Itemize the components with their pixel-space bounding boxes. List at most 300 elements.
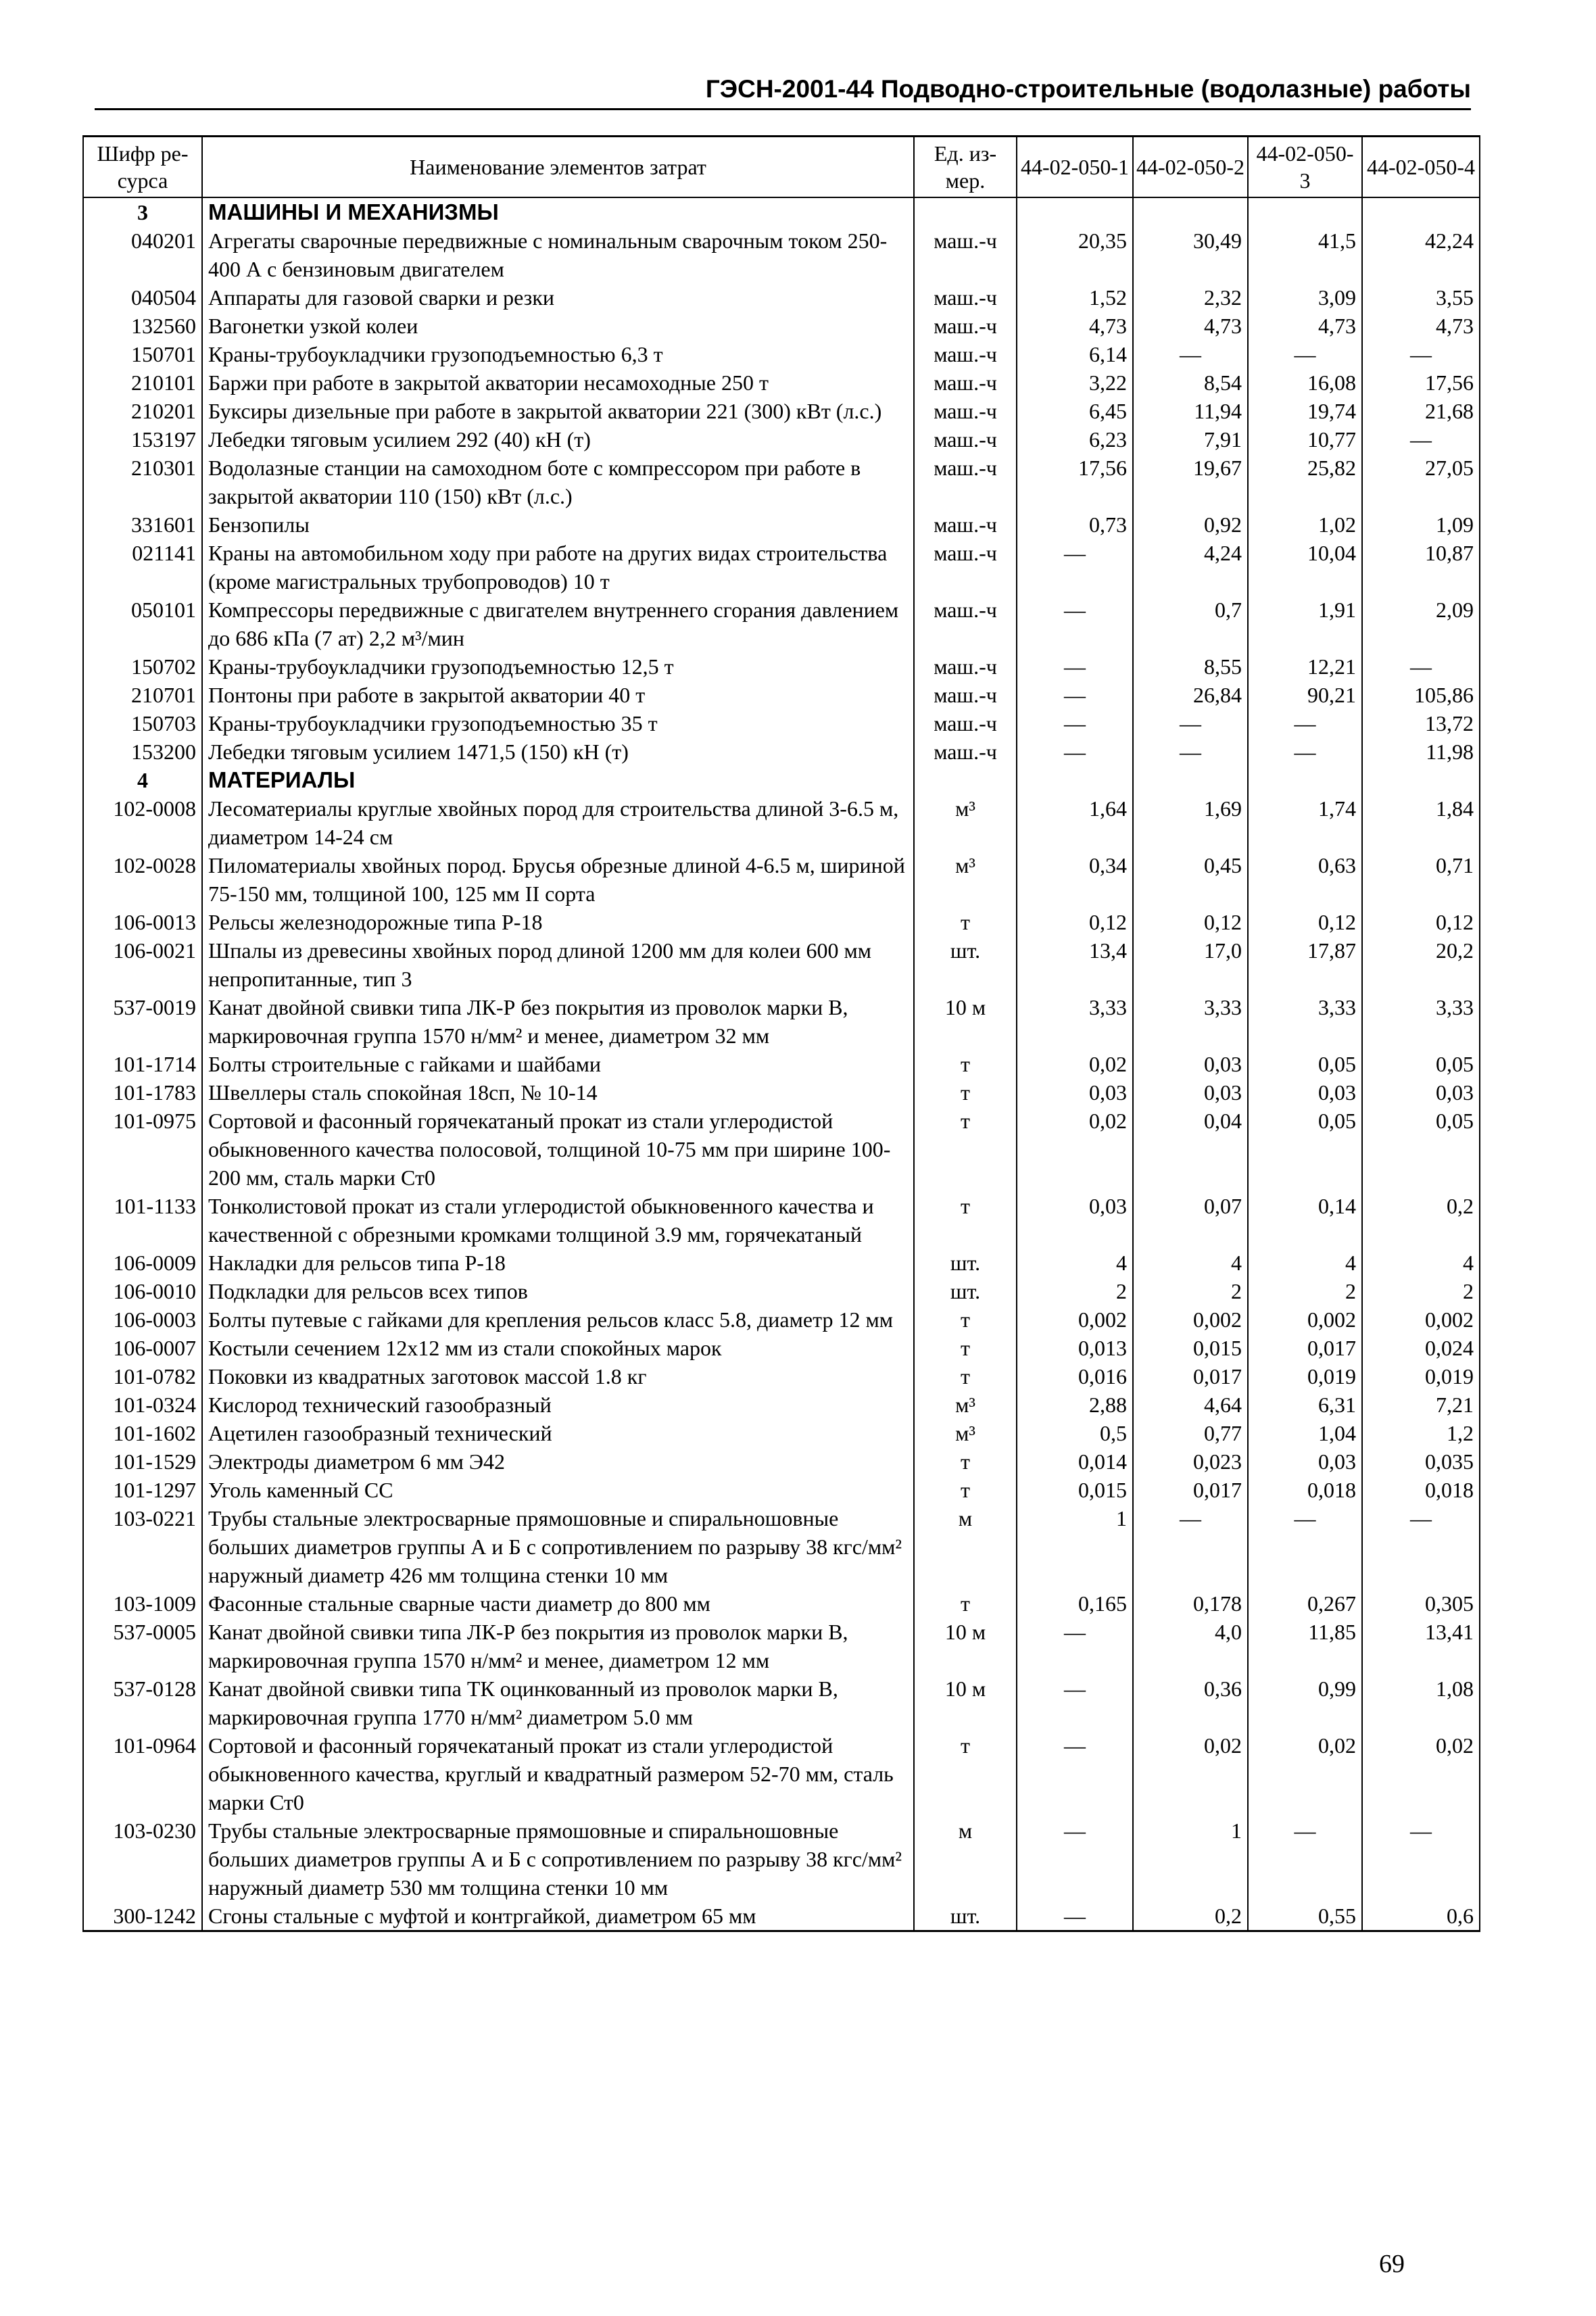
norm-value: 0,002 (1017, 1305, 1133, 1334)
norm-value: 10,87 (1362, 539, 1480, 596)
norm-value: — (1017, 1618, 1133, 1674)
resource-name: Фасонные стальные сварные части диаметр до 800 мм (202, 1589, 914, 1618)
norm-value: 6,14 (1017, 340, 1133, 368)
table-row (83, 368, 1480, 397)
norm-value: 8,55 (1133, 652, 1248, 681)
resource-name: Вагонетки узкой колеи (202, 312, 914, 340)
resource-code: 021141 (83, 539, 202, 596)
table-row (83, 283, 1480, 312)
resource-name: Пиломатериалы хвойных пород. Брусья обрезные длиной 4-6.5 м, шириной 75-150 мм, толщиной 100, 125 мм II сорта (202, 851, 914, 908)
norm-value: 0,03 (1133, 1078, 1248, 1107)
resource-code: 331601 (83, 510, 202, 539)
table-row (83, 1192, 1480, 1249)
norm-value: 0,99 (1248, 1674, 1362, 1731)
norm-value: 1,64 (1017, 794, 1133, 851)
resource-code: 101-1529 (83, 1447, 202, 1476)
norm-value: 13,41 (1362, 1618, 1480, 1674)
norm-value: 0,305 (1362, 1589, 1480, 1618)
norm-value: 4,24 (1133, 539, 1248, 596)
table-row (83, 1391, 1480, 1419)
norm-value: — (1017, 1731, 1133, 1816)
norm-value: — (1017, 1902, 1133, 1931)
resource-code: 537-0128 (83, 1674, 202, 1731)
norm-value: — (1362, 652, 1480, 681)
resource-code: 210701 (83, 681, 202, 709)
resource-unit: маш.-ч (914, 652, 1017, 681)
norm-value: — (1017, 1674, 1133, 1731)
resource-unit: маш.-ч (914, 738, 1017, 766)
resource-name: Канат двойной свивки типа ЛК-Р без покрытия из проволок марки В, маркировочная группа 1570 н/мм² и менее, диаметром 12 мм (202, 1618, 914, 1674)
section-code: 3 (83, 197, 202, 226)
resource-unit: м³ (914, 851, 1017, 908)
resource-unit: т (914, 1447, 1017, 1476)
norm-value: — (1017, 709, 1133, 738)
table-row (83, 709, 1480, 738)
norm-value: 12,21 (1248, 652, 1362, 681)
norm-value: 4,73 (1017, 312, 1133, 340)
resource-name: Краны-трубоукладчики грузоподъемностью 6,3 т (202, 340, 914, 368)
table-row (83, 1476, 1480, 1504)
norm-value: — (1017, 596, 1133, 652)
norm-value: — (1017, 652, 1133, 681)
resource-name: Компрессоры передвижные с двигателем внутреннего сгорания давлением до 686 кПа (7 ат) 2,2 м³/мин (202, 596, 914, 652)
norm-value: 16,08 (1248, 368, 1362, 397)
resource-name: Рельсы железнодорожные типа Р-18 (202, 908, 914, 936)
resource-code: 101-0964 (83, 1731, 202, 1816)
table-row (83, 1249, 1480, 1277)
norm-value: 20,35 (1017, 226, 1133, 283)
resource-code: 132560 (83, 312, 202, 340)
norm-value: 0,019 (1248, 1362, 1362, 1391)
norm-value: — (1248, 1816, 1362, 1902)
resource-code: 106-0021 (83, 936, 202, 993)
resource-code: 101-0324 (83, 1391, 202, 1419)
norm-value: 0,02 (1248, 1731, 1362, 1816)
norm-value: 13,72 (1362, 709, 1480, 738)
table-row (83, 1277, 1480, 1305)
resource-name: Буксиры дизельные при работе в закрытой акватории 221 (300) кВт (л.с.) (202, 397, 914, 425)
norm-value: 20,2 (1362, 936, 1480, 993)
table-row (83, 312, 1480, 340)
norm-value: — (1248, 340, 1362, 368)
table-row (83, 936, 1480, 993)
empty-cell (914, 766, 1017, 794)
table-row (83, 454, 1480, 510)
norm-value: 10,77 (1248, 425, 1362, 454)
resource-unit: т (914, 1107, 1017, 1192)
norm-value: — (1248, 1504, 1362, 1589)
norm-value: 13,4 (1017, 936, 1133, 993)
norm-value: 0,04 (1133, 1107, 1248, 1192)
norm-value: 41,5 (1248, 226, 1362, 283)
norm-value: 0,015 (1133, 1334, 1248, 1362)
section-title: МАТЕРИАЛЫ (202, 766, 914, 794)
table-row (83, 425, 1480, 454)
resource-name: Сортовой и фасонный горячекатаный прокат из стали углеродистой обыкновенного качества полосовой, толщиной 10-75 мм при ширине 100-200 мм, сталь марки Ст0 (202, 1107, 914, 1192)
norm-value: 11,98 (1362, 738, 1480, 766)
resource-name: Канат двойной свивки типа ТК оцинкованный из проволок марки В, маркировочная группа 1770 н/мм² диаметром 5.0 мм (202, 1674, 914, 1731)
norm-value: 1,2 (1362, 1419, 1480, 1447)
norm-value: — (1017, 681, 1133, 709)
table-row (83, 1816, 1480, 1902)
page-header-title: ГЭСН-2001-44 Подводно-строительные (водолазные) работы (705, 75, 1471, 103)
norm-value: 0,014 (1017, 1447, 1133, 1476)
norm-value: 4,0 (1133, 1618, 1248, 1674)
resource-code: 210301 (83, 454, 202, 510)
norm-value: 0,017 (1248, 1334, 1362, 1362)
resource-code: 150702 (83, 652, 202, 681)
resource-name: Понтоны при работе в закрытой акватории 40 т (202, 681, 914, 709)
resource-code: 210201 (83, 397, 202, 425)
norm-value: 2,88 (1017, 1391, 1133, 1419)
norm-value: 1,69 (1133, 794, 1248, 851)
resource-code: 106-0003 (83, 1305, 202, 1334)
resource-unit: т (914, 1589, 1017, 1618)
norm-value: 1,52 (1017, 283, 1133, 312)
table-row (83, 510, 1480, 539)
norm-value: 17,56 (1017, 454, 1133, 510)
norm-value: 7,91 (1133, 425, 1248, 454)
norm-value: 0,34 (1017, 851, 1133, 908)
resource-name: Лебедки тяговым усилием 292 (40) кН (т) (202, 425, 914, 454)
resource-name: Трубы стальные электросварные прямошовные и спиральношовные больших диаметров группы А и Б с сопротивлением по разрыву 38 кгс/мм² наружный диаметр 530 мм толщина стенки 10 мм (202, 1816, 914, 1902)
norm-value: 17,56 (1362, 368, 1480, 397)
col-header-44-02-050-3: 44-02-050-3 (1248, 137, 1362, 198)
norm-value: 0,03 (1017, 1078, 1133, 1107)
norm-value: 2 (1248, 1277, 1362, 1305)
table-row (83, 908, 1480, 936)
norm-value: 2,32 (1133, 283, 1248, 312)
table-row (83, 1447, 1480, 1476)
norm-value: 0,05 (1248, 1050, 1362, 1078)
norm-value: 3,22 (1017, 368, 1133, 397)
resource-unit: маш.-ч (914, 454, 1017, 510)
col-header-name: Наименование элементов затрат (202, 137, 914, 198)
norm-value: 27,05 (1362, 454, 1480, 510)
empty-cell (1017, 197, 1133, 226)
norm-value: 4,73 (1248, 312, 1362, 340)
empty-cell (1248, 197, 1362, 226)
norm-value: 0,63 (1248, 851, 1362, 908)
norm-value: 1,74 (1248, 794, 1362, 851)
resource-unit: шт. (914, 936, 1017, 993)
resource-code: 210101 (83, 368, 202, 397)
norm-value: 0,002 (1362, 1305, 1480, 1334)
table-row (83, 1731, 1480, 1816)
table-row (83, 738, 1480, 766)
resource-unit: т (914, 1334, 1017, 1362)
norm-value: 0,73 (1017, 510, 1133, 539)
resource-unit: т (914, 1362, 1017, 1391)
norm-value: 0,018 (1362, 1476, 1480, 1504)
col-header-unit: Ед. из-мер. (914, 137, 1017, 198)
norm-value: 6,23 (1017, 425, 1133, 454)
norm-value: 0,017 (1133, 1476, 1248, 1504)
table-row (83, 1107, 1480, 1192)
norm-value: 0,016 (1017, 1362, 1133, 1391)
norm-value: 26,84 (1133, 681, 1248, 709)
norm-value: 0,02 (1133, 1731, 1248, 1816)
resource-unit: т (914, 1305, 1017, 1334)
norm-value: 21,68 (1362, 397, 1480, 425)
empty-cell (1133, 766, 1248, 794)
resource-name: Болты строительные с гайками и шайбами (202, 1050, 914, 1078)
resource-name: Кислород технический газообразный (202, 1391, 914, 1419)
table-row (83, 539, 1480, 596)
norm-value: 4,73 (1362, 312, 1480, 340)
norm-value: 0,36 (1133, 1674, 1248, 1731)
col-header-44-02-050-4: 44-02-050-4 (1362, 137, 1480, 198)
norm-value: 0,05 (1362, 1107, 1480, 1192)
table-row (83, 1362, 1480, 1391)
resource-unit: маш.-ч (914, 226, 1017, 283)
norm-value: 0,71 (1362, 851, 1480, 908)
norm-value: 0,2 (1362, 1192, 1480, 1249)
resource-code: 153197 (83, 425, 202, 454)
norm-value: 0,12 (1248, 908, 1362, 936)
resource-name: Сгоны стальные с муфтой и контргайкой, диаметром 65 мм (202, 1902, 914, 1931)
norm-value: 2 (1133, 1277, 1248, 1305)
resource-name: Трубы стальные электросварные прямошовные и спиральношовные больших диаметров группы А и Б с сопротивлением по разрыву 38 кгс/мм² наружный диаметр 426 мм толщина стенки 10 мм (202, 1504, 914, 1589)
resource-code: 101-1783 (83, 1078, 202, 1107)
resource-code: 101-1297 (83, 1476, 202, 1504)
norm-value: 0,03 (1017, 1192, 1133, 1249)
resource-code: 537-0019 (83, 993, 202, 1050)
resource-unit: т (914, 1192, 1017, 1249)
resource-name: Электроды диаметром 6 мм Э42 (202, 1447, 914, 1476)
norm-value: 4 (1362, 1249, 1480, 1277)
norm-value: — (1362, 1504, 1480, 1589)
norm-value: 3,33 (1362, 993, 1480, 1050)
resource-unit: маш.-ч (914, 681, 1017, 709)
empty-cell (1017, 766, 1133, 794)
resource-code: 103-0221 (83, 1504, 202, 1589)
norm-value: 19,74 (1248, 397, 1362, 425)
resource-code: 103-0230 (83, 1816, 202, 1902)
resource-name: Лесоматериалы круглые хвойных пород для строительства длиной 3-6.5 м, диаметром 14-24 см (202, 794, 914, 851)
resource-unit: м³ (914, 794, 1017, 851)
table-row (83, 1050, 1480, 1078)
norm-value: 0,03 (1362, 1078, 1480, 1107)
resource-norm-table (82, 135, 1480, 1932)
norm-value: — (1248, 738, 1362, 766)
resource-name: Уголь каменный СС (202, 1476, 914, 1504)
norm-value: 0,02 (1017, 1050, 1133, 1078)
resource-name: Водолазные станции на самоходном боте с компрессором при работе в закрытой акватории 110 (150) кВт (л.с.) (202, 454, 914, 510)
empty-cell (1362, 766, 1480, 794)
norm-value: 30,49 (1133, 226, 1248, 283)
norm-value: — (1133, 738, 1248, 766)
resource-name: Поковки из квадратных заготовок массой 1.8 кг (202, 1362, 914, 1391)
page-number: 69 (1379, 2250, 1405, 2278)
norm-value: 4 (1017, 1249, 1133, 1277)
norm-value: 17,0 (1133, 936, 1248, 993)
resource-unit: т (914, 1731, 1017, 1816)
resource-code: 101-0782 (83, 1362, 202, 1391)
norm-value: 0,267 (1248, 1589, 1362, 1618)
norm-value: 0,12 (1362, 908, 1480, 936)
col-header-code: Шифр ре-сурса (83, 137, 202, 198)
norm-value: 8,54 (1133, 368, 1248, 397)
header-rule (95, 108, 1471, 110)
resource-code: 150703 (83, 709, 202, 738)
resource-name: Болты путевые с гайками для крепления рельсов класс 5.8, диаметр 12 мм (202, 1305, 914, 1334)
norm-value: 11,94 (1133, 397, 1248, 425)
norm-value: 105,86 (1362, 681, 1480, 709)
resource-code: 102-0028 (83, 851, 202, 908)
norm-value: — (1362, 425, 1480, 454)
norm-value: 3,33 (1248, 993, 1362, 1050)
empty-cell (1362, 197, 1480, 226)
resource-code: 153200 (83, 738, 202, 766)
resource-unit: 10 м (914, 1618, 1017, 1674)
norm-value: 11,85 (1248, 1618, 1362, 1674)
norm-value: 1,84 (1362, 794, 1480, 851)
norm-value: 0,5 (1017, 1419, 1133, 1447)
norm-value: 1,02 (1248, 510, 1362, 539)
norm-value: 0,002 (1248, 1305, 1362, 1334)
norm-value: 4,73 (1133, 312, 1248, 340)
norm-value: 0,14 (1248, 1192, 1362, 1249)
resource-unit: маш.-ч (914, 510, 1017, 539)
norm-value: — (1362, 340, 1480, 368)
resource-unit: м (914, 1816, 1017, 1902)
resource-unit: маш.-ч (914, 709, 1017, 738)
table-row (83, 652, 1480, 681)
resource-name: Агрегаты сварочные передвижные с номинальным сварочным током 250-400 А с бензиновым двигателем (202, 226, 914, 283)
norm-value: — (1248, 709, 1362, 738)
norm-value: 0,02 (1362, 1731, 1480, 1816)
norm-value: 25,82 (1248, 454, 1362, 510)
resource-code: 101-1133 (83, 1192, 202, 1249)
norm-value: 1,04 (1248, 1419, 1362, 1447)
norm-value: 0,2 (1133, 1902, 1248, 1931)
resource-name: Подкладки для рельсов всех типов (202, 1277, 914, 1305)
resource-name: Ацетилен газообразный технический (202, 1419, 914, 1447)
resource-unit: 10 м (914, 1674, 1017, 1731)
empty-cell (1248, 766, 1362, 794)
resource-unit: маш.-ч (914, 596, 1017, 652)
resource-code: 106-0010 (83, 1277, 202, 1305)
resource-name: Костыли сечением 12х12 мм из стали спокойных марок (202, 1334, 914, 1362)
resource-code: 537-0005 (83, 1618, 202, 1674)
table-row (83, 1334, 1480, 1362)
resource-unit: т (914, 908, 1017, 936)
norm-value: 3,09 (1248, 283, 1362, 312)
table-row (83, 226, 1480, 283)
table-row (83, 1618, 1480, 1674)
norm-value: 4 (1133, 1249, 1248, 1277)
section-title: МАШИНЫ И МЕХАНИЗМЫ (202, 197, 914, 226)
resource-unit: 10 м (914, 993, 1017, 1050)
norm-value: 7,21 (1362, 1391, 1480, 1419)
resource-unit: маш.-ч (914, 312, 1017, 340)
norm-value: 1 (1017, 1504, 1133, 1589)
resource-unit: маш.-ч (914, 368, 1017, 397)
norm-value: 19,67 (1133, 454, 1248, 510)
empty-cell (914, 197, 1017, 226)
resource-name: Швеллеры сталь спокойная 18сп, № 10-14 (202, 1078, 914, 1107)
table-row (83, 851, 1480, 908)
norm-value: 0,019 (1362, 1362, 1480, 1391)
resource-name: Шпалы из древесины хвойных пород длиной 1200 мм для колеи 600 мм непропитанные, тип 3 (202, 936, 914, 993)
empty-cell (1133, 197, 1248, 226)
norm-value: — (1133, 340, 1248, 368)
norm-value: — (1017, 1816, 1133, 1902)
resource-unit: шт. (914, 1277, 1017, 1305)
norm-value: 0,03 (1248, 1078, 1362, 1107)
norm-value: 0,12 (1017, 908, 1133, 936)
resource-code: 103-1009 (83, 1589, 202, 1618)
section-row (83, 197, 1480, 226)
norm-value: — (1017, 738, 1133, 766)
resource-code: 040201 (83, 226, 202, 283)
norm-value: 42,24 (1362, 226, 1480, 283)
norm-value: 0,013 (1017, 1334, 1133, 1362)
norm-value: — (1017, 539, 1133, 596)
norm-value: 1,91 (1248, 596, 1362, 652)
norm-value: 6,45 (1017, 397, 1133, 425)
table-row (83, 681, 1480, 709)
section-row (83, 766, 1480, 794)
norm-value: 17,87 (1248, 936, 1362, 993)
resource-name: Краны-трубоукладчики грузоподъемностью 12,5 т (202, 652, 914, 681)
norm-value: 6,31 (1248, 1391, 1362, 1419)
norm-value: 1,09 (1362, 510, 1480, 539)
table-row (83, 993, 1480, 1050)
norm-value: 10,04 (1248, 539, 1362, 596)
table-body (83, 197, 1480, 1931)
norm-value: 1 (1133, 1816, 1248, 1902)
norm-value: 0,03 (1248, 1447, 1362, 1476)
table-row (83, 1078, 1480, 1107)
resource-name: Бензопилы (202, 510, 914, 539)
section-code: 4 (83, 766, 202, 794)
resource-code: 101-1714 (83, 1050, 202, 1078)
norm-value: 90,21 (1248, 681, 1362, 709)
norm-value: 2 (1017, 1277, 1133, 1305)
resource-code: 150701 (83, 340, 202, 368)
table-row (83, 1419, 1480, 1447)
table-header-row (83, 137, 1480, 198)
resource-name: Канат двойной свивки типа ЛК-Р без покрытия из проволок марки В, маркировочная группа 1570 н/мм² и менее, диаметром 32 мм (202, 993, 914, 1050)
resource-code: 102-0008 (83, 794, 202, 851)
col-header-44-02-050-2: 44-02-050-2 (1133, 137, 1248, 198)
resource-code: 101-1602 (83, 1419, 202, 1447)
resource-code: 106-0013 (83, 908, 202, 936)
resource-code: 040504 (83, 283, 202, 312)
norm-value: 2,09 (1362, 596, 1480, 652)
norm-value: — (1133, 709, 1248, 738)
resource-name: Краны-трубоукладчики грузоподъемностью 35 т (202, 709, 914, 738)
resource-unit: т (914, 1078, 1017, 1107)
norm-value: 0,77 (1133, 1419, 1248, 1447)
norm-value: 0,015 (1017, 1476, 1133, 1504)
table-row (83, 1589, 1480, 1618)
table-row (83, 340, 1480, 368)
resource-code: 106-0007 (83, 1334, 202, 1362)
norm-value: 0,018 (1248, 1476, 1362, 1504)
norm-value: 3,33 (1017, 993, 1133, 1050)
norm-value: 0,45 (1133, 851, 1248, 908)
norm-value: 0,017 (1133, 1362, 1248, 1391)
resource-unit: шт. (914, 1249, 1017, 1277)
norm-value: 0,55 (1248, 1902, 1362, 1931)
norm-value: 0,023 (1133, 1447, 1248, 1476)
resource-unit: маш.-ч (914, 397, 1017, 425)
resource-unit: маш.-ч (914, 283, 1017, 312)
resource-unit: маш.-ч (914, 340, 1017, 368)
